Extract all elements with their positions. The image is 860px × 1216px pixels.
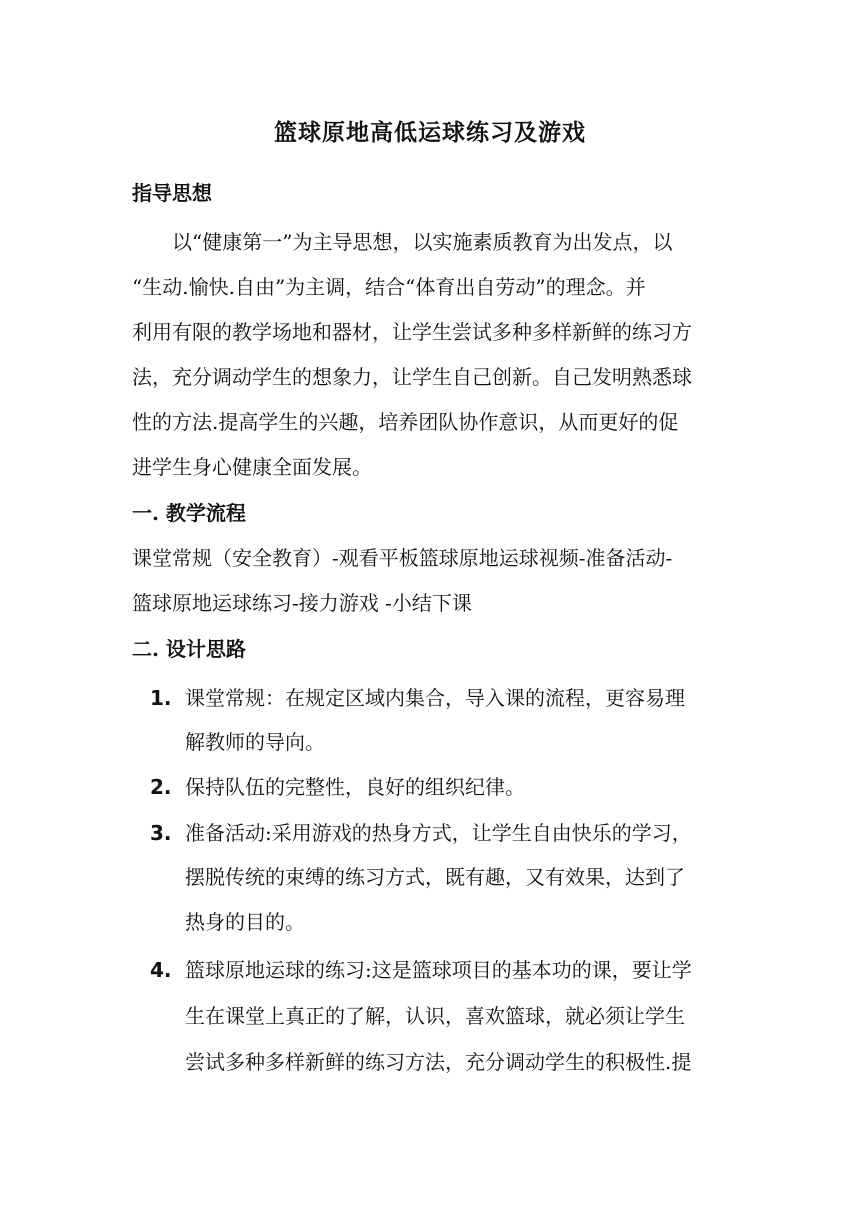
section-heading-design: 二. 设计思路: [132, 637, 246, 661]
list-item-number: 3.: [150, 821, 172, 845]
process-line: 课堂常规（安全教育）-观看平板篮球原地运球视频-准备活动-: [132, 546, 673, 570]
list-item-line: 热身的目的。: [185, 910, 305, 934]
paragraph-line: 性的方法.提高学生的兴趣，培养团队协作意识，从而更好的促: [132, 410, 679, 434]
paragraph-line: 利用有限的教学场地和器材，让学生尝试多种多样新鲜的练习方: [132, 320, 692, 344]
list-item-line: 摆脱传统的束缚的练习方式，既有趣，又有效果，达到了: [185, 865, 685, 889]
paragraph-line: “生动.愉快.自由”为主调，结合“体育出自劳动”的理念。并: [132, 275, 646, 299]
list-item-line: 尝试多种多样新鲜的练习方法，充分调动学生的积极性.提: [185, 1050, 692, 1074]
paragraph-line: 进学生身心健康全面发展。: [132, 455, 372, 479]
list-item-line: 课堂常规：在规定区域内集合，导入课的流程，更容易理: [185, 686, 685, 710]
document-title: 篮球原地高低运球练习及游戏: [274, 119, 586, 146]
list-item-number: 2.: [150, 775, 172, 799]
list-item-number: 4.: [150, 958, 172, 982]
list-item-line: 解教师的导向。: [185, 730, 325, 754]
list-item-line: 准备活动:采用游戏的热身方式，让学生自由快乐的学习，: [185, 821, 692, 845]
section-heading-guiding: 指导思想: [132, 181, 212, 205]
list-item-number: 1.: [150, 686, 172, 710]
list-item-line: 篮球原地运球的练习:这是篮球项目的基本功的课，要让学: [185, 958, 692, 982]
paragraph-line: 法，充分调动学生的想象力，让学生自己创新。自己发明熟悉球: [132, 365, 692, 389]
section-heading-process: 一. 教学流程: [132, 501, 246, 525]
list-item-line: 保持队伍的完整性，良好的组织纪律。: [185, 775, 525, 799]
paragraph-line: 以“健康第一”为主导思想，以实施素质教育为出发点，以: [172, 230, 673, 254]
process-line: 篮球原地运球练习-接力游戏 -小结下课: [132, 591, 472, 615]
list-item-line: 生在课堂上真正的了解，认识，喜欢篮球，就必须让学生: [185, 1004, 685, 1028]
